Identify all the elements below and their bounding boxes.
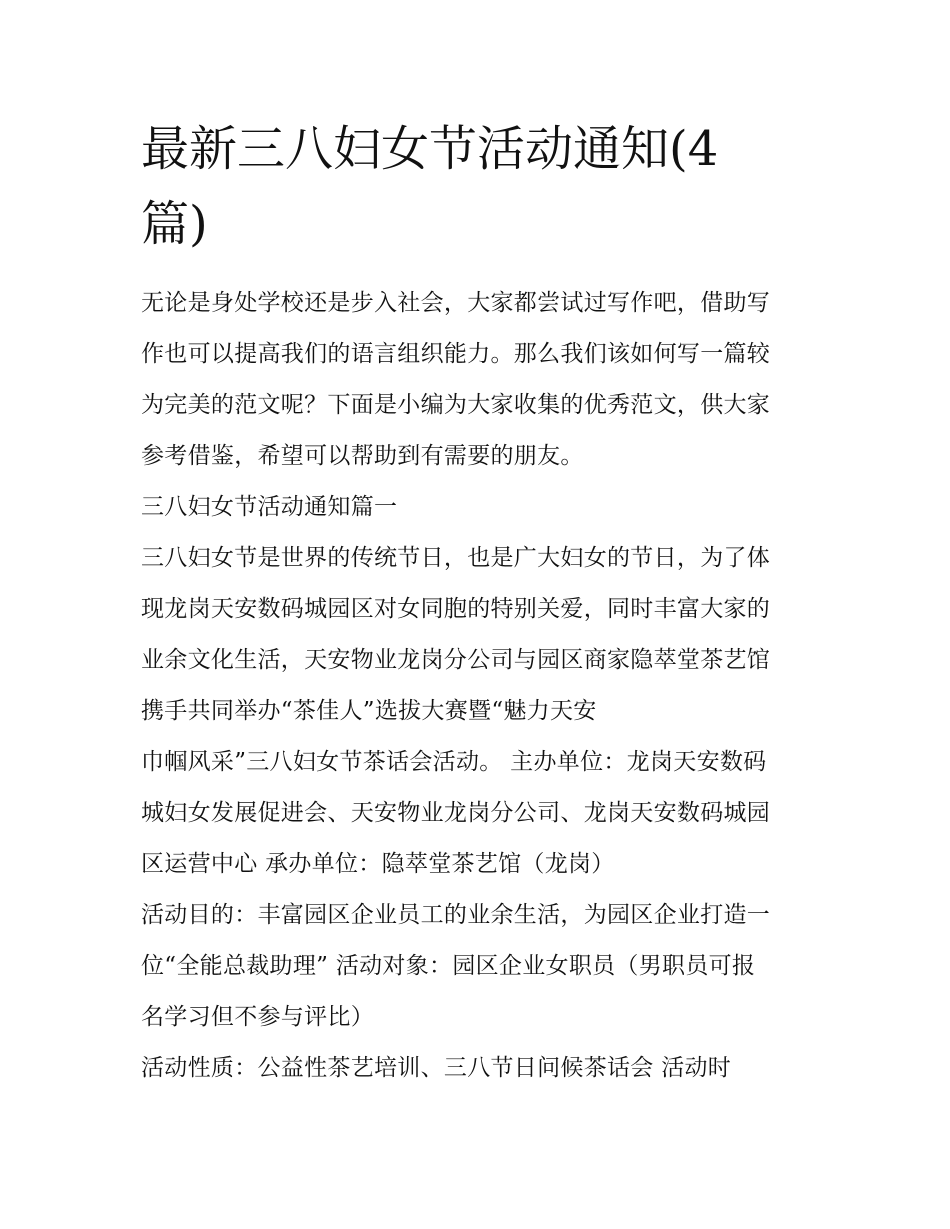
paragraph-line-10: 名学习但不参与评比）: [141, 1004, 374, 1030]
document-body: [141, 278, 821, 1094]
paragraph-line-11: 活动性质：公益性茶艺培训、三八节日问候茶话会 活动时: [141, 1055, 732, 1081]
paragraph-line-5: 巾帼风采”三八妇女节茶话会活动。 主办单位：龙岗天安数码: [141, 749, 767, 775]
paragraph-line-7: 区运营中心 承办单位：隐萃堂茶艺馆（龙岗）: [141, 851, 615, 877]
document-title: [141, 112, 781, 262]
paragraph-line-3: 业余文化生活，天安物业龙岗分公司与园区商家隐萃堂茶艺馆: [141, 647, 771, 673]
section-heading: 三八妇女节活动通知篇一: [141, 494, 398, 520]
intro-line-3: 为完美的范文呢？下面是小编为大家收集的优秀范文，供大家: [141, 392, 771, 418]
paragraph-line-1: 三八妇女节是世界的传统节日，也是广大妇女的节日，为了体: [141, 545, 771, 571]
paragraph-line-4: 携手共同举办“茶佳人”选拔大赛暨“魅力天安: [141, 698, 597, 724]
paragraph-line-9: 位“全能总裁助理” 活动对象：园区企业女职员（男职员可报: [141, 953, 756, 979]
paragraph-line-8: 活动目的：丰富园区企业员工的业余生活，为园区企业打造一: [141, 902, 771, 928]
paragraph-line-6: 城妇女发展促进会、天安物业龙岗分公司、龙岗天安数码城园: [141, 800, 771, 826]
document-title-line-2: 篇): [141, 196, 208, 252]
paragraph-line-2: 现龙岗天安数码城园区对女同胞的特别关爱，同时丰富大家的: [141, 596, 771, 622]
intro-line-2: 作也可以提高我们的语言组织能力。那么我们该如何写一篇较: [141, 341, 771, 367]
intro-line-1: 无论是身处学校还是步入社会，大家都尝试过写作吧，借助写: [141, 290, 771, 316]
document-title-line-1: 最新三八妇女节活动通知(4: [141, 121, 719, 177]
intro-line-4: 参考借鉴，希望可以帮助到有需要的朋友。: [141, 443, 584, 469]
